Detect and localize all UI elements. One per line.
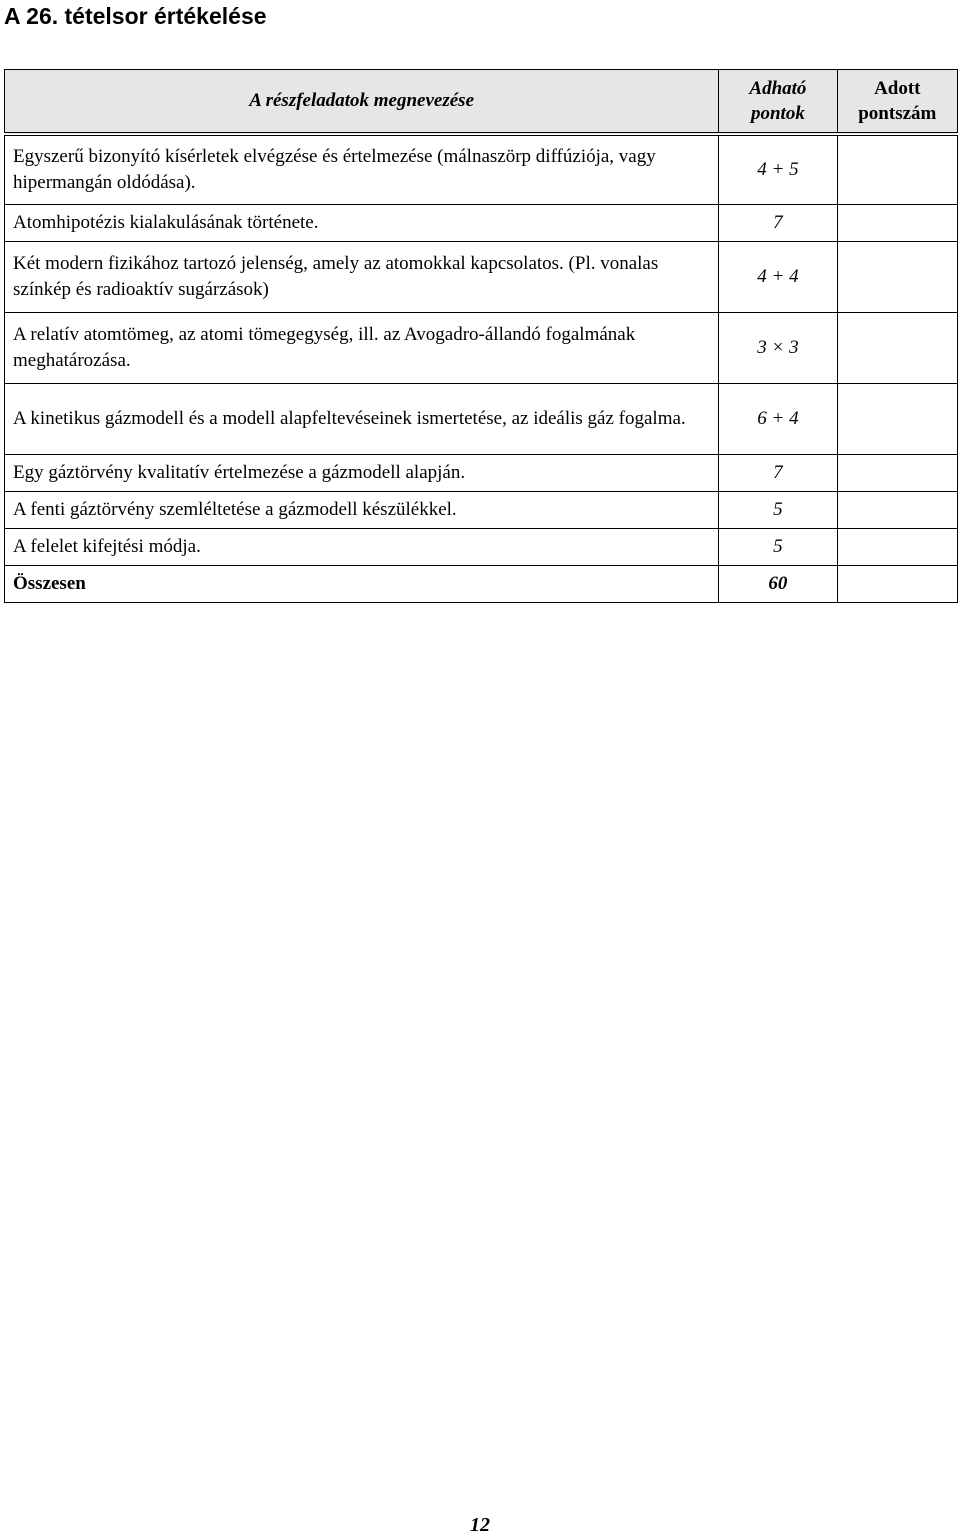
table-row [5,455,958,492]
total-points: 60 [719,566,837,603]
total-row [5,566,958,603]
page-number: 12 [470,1514,490,1536]
table-row [5,205,958,242]
points-cell: 4 + 5 [719,134,837,205]
points-cell: 7 [719,455,837,492]
awarded-cell[interactable] [837,205,957,242]
awarded-cell[interactable] [837,492,957,529]
points-cell: 5 [719,492,837,529]
scoring-table [4,69,958,603]
task-cell: A relatív atomtömeg, az atomi tömegegység, ill. az Avogadro-állandó fogalmának meghatározása. [5,313,719,384]
task-cell: Atomhipotézis kialakulásának története. [5,205,719,242]
total-label: Összesen [5,566,719,603]
table-row [5,384,958,455]
points-cell: 7 [719,205,837,242]
page-title: A 26. tételsor értékelése [4,3,267,29]
table-row [5,313,958,384]
awarded-cell[interactable] [837,384,957,455]
table-row [5,134,958,205]
points-cell: 4 + 4 [719,242,837,313]
task-cell: Két modern fizikához tartozó jelenség, amely az atomokkal kapcsolatos. (Pl. vonalas színkép és radioaktív sugárzások) [5,242,719,313]
task-cell: A felelet kifejtési módja. [5,529,719,566]
awarded-cell[interactable] [837,455,957,492]
awarded-cell[interactable] [837,134,957,205]
awarded-cell[interactable] [837,313,957,384]
task-cell: A fenti gáztörvény szemléltetése a gázmodell készülékkel. [5,492,719,529]
header-task: A részfeladatok megnevezése [5,70,719,134]
task-cell: Egyszerű bizonyító kísérletek elvégzése és értelmezése (málnaszörp diffúziója, vagy hipermangán oldódása). [5,134,719,205]
points-cell: 5 [719,529,837,566]
awarded-cell[interactable] [837,242,957,313]
table-row [5,242,958,313]
points-cell: 3 × 3 [719,313,837,384]
points-cell: 6 + 4 [719,384,837,455]
header-max-points: Adható pontok [719,70,837,134]
awarded-cell[interactable] [837,529,957,566]
task-cell: Egy gáztörvény kvalitatív értelmezése a gázmodell alapján. [5,455,719,492]
header-awarded: Adott pontszám [837,70,957,134]
table-header-row [5,70,958,134]
table-row [5,529,958,566]
task-cell: A kinetikus gázmodell és a modell alapfeltevéseinek ismertetése, az ideális gáz fogalma. [5,384,719,455]
total-awarded-cell[interactable] [837,566,957,603]
table-row [5,492,958,529]
